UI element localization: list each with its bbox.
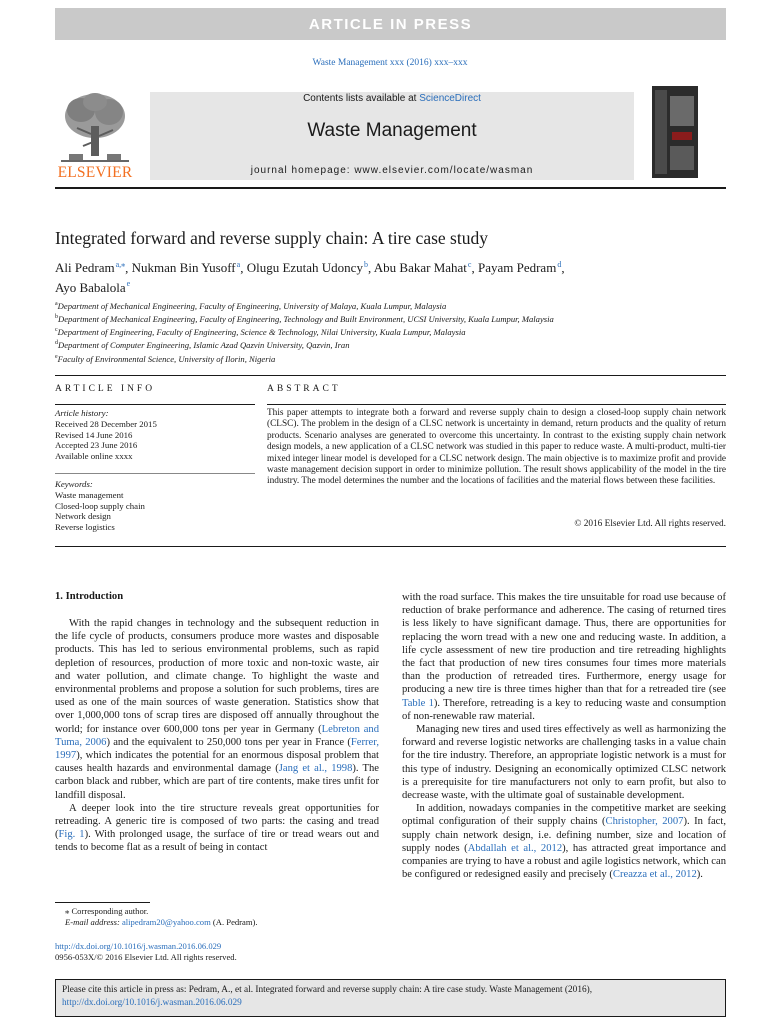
body-column-right [402,591,726,881]
author-email-link[interactable]: alipedram20@yahoo.com [121,917,211,927]
paper-title: Integrated forward and reverse supply chain: A tire case study [55,228,488,248]
keyword: Network design [55,511,111,522]
citation-link[interactable]: Table 1 [402,697,434,709]
issn-line: 0956-053X/© 2016 Elsevier Ltd. All rights reserved. [55,952,237,962]
journal-cover-thumbnail [652,86,698,178]
paragraph: A deeper look into the tire structure reveals great opportunities for retreading. A generic tire is composed of two parts: the casing and tread (Fig. 1). With prolonged usage, the surface of tire or tread wears out and tends to become flat as a result of being in contact [55,802,379,854]
masthead-rule [55,187,726,189]
doi-block [55,941,385,963]
keywords: Keywords: Waste management Closed-loop supply chain Network design Reverse logistics [55,479,255,533]
article-info-heading: ARTICLE INFO [55,384,156,394]
citation-link[interactable]: Jang et al., 1998 [278,763,353,775]
abstract-text: This paper attempts to integrate both a forward and reverse supply chain to design a closed-loop supply chain network (CLSC). The problem in the design of a CLSC network is uncertainty in demand, return products and the quality of return products. Scenario analyses are generated to overcome this uncertainty. In contrast to the existing supply chain network design models, a new application of a CLSC network was studied in this paper to reduce waste. A multi-product, multi-tier mixed integer linear model is developed for a CLSC network design. The main objective is to maximize profit and provide waste management decision support in order to minimize pollution. The result shows applicability of the model in the tire industry. The model determines the number and the locations of facilities and the material flows between these facilities. [267,408,726,487]
front-matter-rule [55,375,726,376]
citation-link[interactable]: Ferrer, 1997 [55,736,379,762]
article-in-press-banner: ARTICLE IN PRESS [55,8,726,40]
affiliation: $^c$Department of Engineering, Faculty of Engineering, Science & Technology, Nilai University, Kuala Lumpur, Malaysia [55,327,466,338]
citation-link[interactable]: Abdallah et al., 2012 [467,842,563,854]
affiliations [55,299,735,365]
sciencedirect-link[interactable]: ScienceDirect [419,93,481,104]
citation-link[interactable]: Lebreton and Tuma, 2006 [55,723,379,748]
affiliation: $^d$Department of Computer Engineering, Islamic Azad Qazvin University, Qazvin, Iran [55,340,350,351]
history-entry: Revised 14 June 2016 [55,429,133,440]
keyword: Closed-loop supply chain [55,500,145,511]
keyword: Waste management [55,489,124,500]
article-info-rule [55,404,255,405]
citation-link[interactable]: Fig. 1 [58,829,85,841]
abstract-copyright: © 2016 Elsevier Ltd. All rights reserved. [574,519,726,529]
history-entry: Accepted 23 June 2016 [55,440,138,451]
author[interactable]: Olugu Ezutah Udoncy$^b$ [246,260,368,276]
abstract-bottom-rule [55,546,726,547]
keywords-rule [55,473,255,474]
doi-link[interactable]: http://dx.doi.org/10.1016/j.wasman.2016.06.029 [55,941,222,951]
paragraph: Managing new tires and used tires effectively as well as harmonizing the forward and reverse logistic networks are challenging tasks in a value chain for the tire industry. Therefore, an appropriate logistic network is a must for this type of industry. Designing an economically optimized CLSC network is a prerequisite for tire manufacturers not only to earn profit, but also to decrease waste, with the ultimate goal of sustainable development. [402,724,726,802]
elsevier-wordmark: ELSEVIER [57,164,133,181]
citation-link[interactable]: Christopher, 2007 [605,816,684,828]
author[interactable]: Ali Pedram$^{a,⁎}$ [55,260,126,276]
citation-doi-link[interactable]: http://dx.doi.org/10.1016/j.wasman.2016.06.029 [62,997,242,1008]
author[interactable]: Payam Pedram$^d$ [477,260,562,276]
abstract-rule [267,404,726,405]
citation-link[interactable]: Creazza et al., 2012 [612,869,697,881]
article-history: Article history: Received 28 December 2015 Revised 14 June 2016 Accepted 23 June 2016 Available online xxxx [55,408,255,462]
corresponding-author-note: ⁎ Corresponding author. E-mail address: alipedram20@yahoo.com (A. Pedram). [65,906,258,927]
history-entry: Received 28 December 2015 [55,418,157,429]
journal-homepage[interactable]: journal homepage: www.elsevier.com/locate/wasman [250,165,534,176]
author-list: Ali Pedram$^{a,⁎}$, Nukman Bin Yusoff$^a$, Olugu Ezutah Udoncy$^b$, Abu Bakar Mahat$^c$, Payam Pedram$^d$, Ayo Babalola$^e$ [55,260,565,295]
paragraph: with the road surface. This makes the tire unsuitable for road use because of reduction of brake performance and adherence. The casing of returned tires is less likely to have significant damage. Thus, there are opportunities for replacing the worn tread with a new one and reducing waste. In addition, a life cycle assessment of new tire production and tire retreading highlights the fact that production of new tires consumes four times more materials than the production of retreaded tires. Furthermore, energy usage for producing a new tire is three times higher than that for a retreaded tire (see Table 1). Therefore, retreading is a key to reducing waste and consumption of non-renewable raw material. [402,592,726,722]
affiliation: $^a$Department of Mechanical Engineering, Faculty of Engineering, University of Malaya, Kuala Lumpur, Malaysia [55,300,447,311]
affiliation: $^b$Department of Mechanical Engineering, Faculty of Engineering, Technology and Built Environment, UCSI University, Kuala Lumpur, Malaysia [55,314,554,325]
section-heading-introduction: 1. Introduction [55,591,124,602]
author[interactable]: Abu Bakar Mahat$^c$ [373,260,472,276]
affiliation: $^e$Faculty of Environmental Science, University of Ilorin, Nigeria [55,353,276,364]
paragraph: With the rapid changes in technology and the subsequent reduction in the life cycle of products, consumers produce more wastes and disposable products. This has led to serious environmental problems, such as rapid depletion of resources, production of more toxic and non-toxic waste, air and water pollution, and climate change. To highlight the waste and environmental problems and propose a solution for such problems, tires are used as one of the main sources of waste generation. Statistics show that over 1,000,000 tons of scrap tires are disposed off annually throughout the world; for instance over 600,000 tons per year in Germany (Lebreton and Tuma, 2006) and the equivalent to 250,000 tons per year in France (Ferrer, 1997), which indicates the potential for an enormous disposal problem that causes health hazards and environmental damage (Jang et al., 1998). The carbon black and rubber, which are part of tire contents, make tires unfit for landfill disposal. [55,618,380,801]
body-column-left [55,617,379,855]
author[interactable]: Nukman Bin Yusoff$^a$ [131,260,241,276]
abstract-heading: ABSTRACT [267,384,341,394]
keyword: Reverse logistics [55,522,115,533]
journal-reference[interactable]: Waste Management xxx (2016) xxx–xxx [312,58,468,68]
journal-title: Waste Management [307,120,477,141]
history-entry: Available online xxxx [55,451,133,462]
citation-box: Please cite this article in press as: Pedram, A., et al. Integrated forward and reverse supply chain: A tire case study. Waste Management (2016), http://dx.doi.org/10.1016/j.wasman.2016.06.029 [55,979,726,1017]
footnote-rule [55,902,150,903]
paragraph: In addition, nowadays companies in the competitive market are seeking optimal configuration of their supply chains (Christopher, 2007). In fact, supply chain network design, i.e. defining number, size and location of supply nodes (Abdallah et al., 2012), has attracted great importance and companies are trying to have a robust and agile logistics network, which can be configured or redesigned easily and precisely (Creazza et al., 2012). [402,803,727,881]
author[interactable]: Ayo Babalola$^e$ [55,279,131,295]
contents-line: Contents lists available at ScienceDirect [303,93,481,104]
